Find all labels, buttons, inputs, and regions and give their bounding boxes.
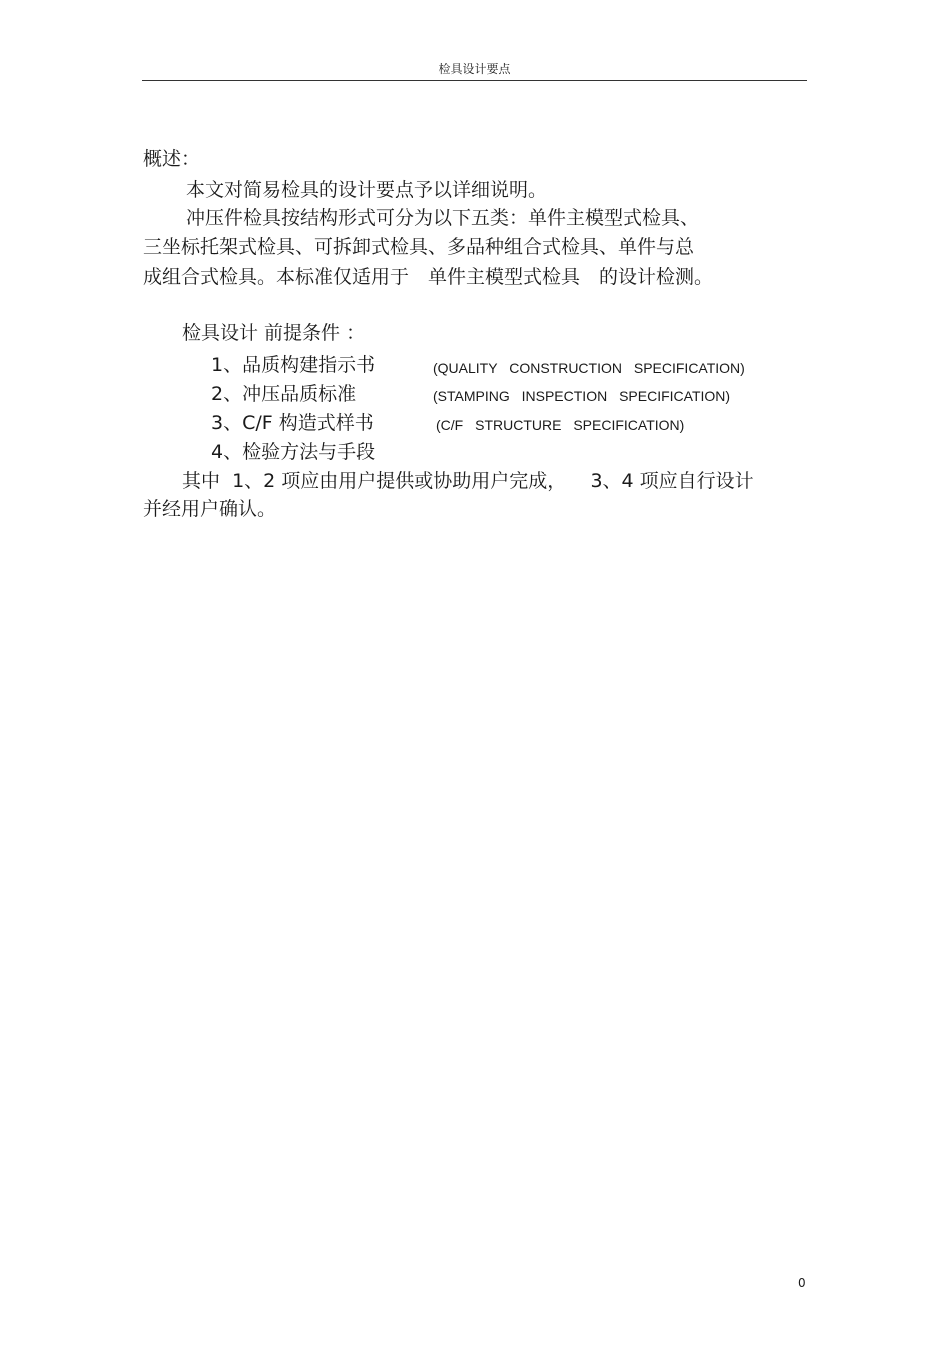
- prerequisites-heading: 检具设计 前提条件 ：: [182, 322, 366, 344]
- prerequisite-item-1-label: 1、品质构建指示书: [211, 354, 376, 376]
- prerequisites-note-line-1: 其中 1、2 项应由用户提供或协助用户完成， 3、4 项应自行设计: [182, 470, 754, 492]
- prerequisite-item-2-label: 2、冲压品质标准: [211, 383, 357, 405]
- overview-heading: 概述：: [143, 148, 201, 170]
- prerequisite-item-3-spec: (C/F STRUCTURE SPECIFICATION): [436, 417, 685, 433]
- prerequisite-item-1-spec: (QUALITY CONSTRUCTION SPECIFICATION): [433, 360, 745, 376]
- page-header: [142, 60, 807, 81]
- categories-line-1: 冲压件检具按结构形式可分为以下五类：单件主模型式检具、: [186, 207, 700, 229]
- page-number: 0: [798, 1276, 806, 1290]
- categories-line-2: 三坐标托架式检具、可拆卸式检具、多品种组合式检具、单件与总: [143, 236, 695, 258]
- overview-intro: 本文对简易检具的设计要点予以详细说明。: [186, 179, 548, 201]
- prerequisites-note-line-2: 并经用户确认。: [143, 498, 277, 520]
- header-title: 检具设计要点: [438, 62, 511, 76]
- prerequisite-item-2-spec: (STAMPING INSPECTION SPECIFICATION): [433, 388, 731, 404]
- prerequisite-item-3-label: 3、C/F 构造式样书: [211, 412, 374, 434]
- prerequisite-item-4-label: 4、检验方法与手段: [211, 441, 376, 463]
- categories-line-3: 成组合式检具。本标准仅适用于 单件主模型式检具 的设计检测。: [143, 266, 714, 288]
